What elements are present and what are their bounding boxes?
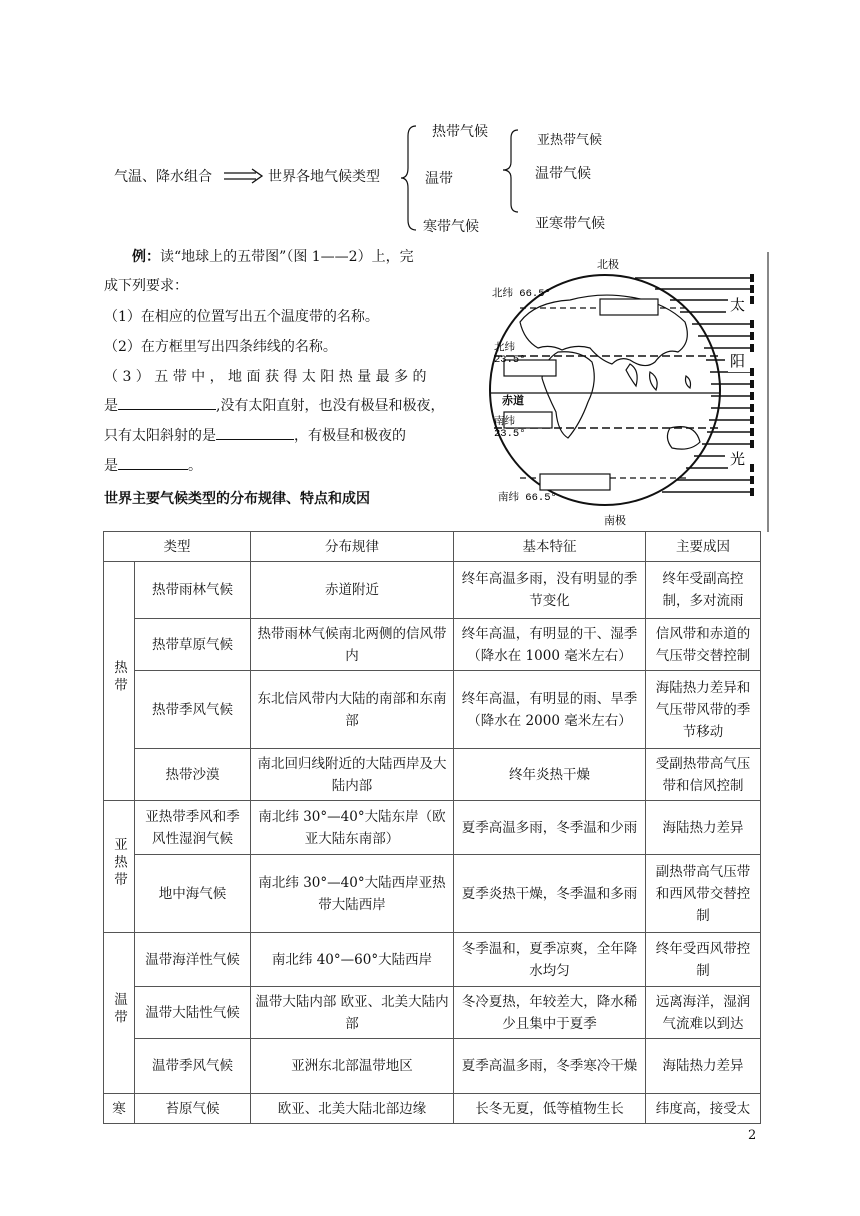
q3-text-f: 。	[188, 458, 202, 474]
sun-label-3: 光	[730, 451, 746, 468]
left-brace-1	[398, 124, 420, 232]
cell-dist: 南北纬 30°—40°大陆东岸（欧亚大陆东南部）	[251, 801, 454, 855]
cell-dist: 南北回归线附近的大陆西岸及大陆内部	[251, 749, 454, 801]
cell-cause: 海陆热力差异和气压带风带的季节移动	[646, 671, 761, 749]
lat-s235-label-a: 南纬	[494, 416, 515, 428]
cell-feat: 冬季温和，夏季凉爽，全年降水均匀	[454, 933, 646, 987]
answer-blank-1[interactable]	[118, 395, 216, 410]
answer-blank-2[interactable]	[216, 425, 294, 440]
cell-type: 温带海洋性气候	[135, 933, 251, 987]
cell-cause: 海陆热力差异	[646, 801, 761, 855]
cell-type: 热带沙漠	[135, 749, 251, 801]
cell-cause: 终年受西风带控制	[646, 933, 761, 987]
example-prompt	[104, 242, 454, 273]
lat-n235-label-a: 北纬	[494, 342, 515, 354]
table-row	[104, 1094, 761, 1124]
climate-table	[103, 531, 761, 1124]
cell-cause: 信风带和赤道的气压带交替控制	[646, 619, 761, 671]
flow-sub-temperate: 温带气候	[535, 166, 591, 182]
example-prompt-line2: 成下列要求：	[104, 278, 188, 294]
table-row	[104, 671, 761, 749]
cell-dist: 亚洲东北部温带地区	[251, 1039, 454, 1094]
example-prefix: 例：	[132, 249, 160, 265]
cell-dist: 欧亚、北美大陆北部边缘	[251, 1094, 454, 1124]
cell-feat: 终年高温，有明显的干、湿季（降水在 1000 毫米左右）	[454, 619, 646, 671]
flow-sub-subarctic: 亚寒带气候	[535, 216, 605, 232]
page-number: 2	[748, 1128, 757, 1143]
cell-cause: 海陆热力差异	[646, 1039, 761, 1094]
zone-temperate: 温带	[104, 933, 135, 1094]
flow-target: 世界各地气候类型	[268, 169, 380, 185]
table-row	[104, 619, 761, 671]
table-row	[104, 933, 761, 987]
zone-subtropical: 亚热带	[104, 801, 135, 933]
header-features: 基本特征	[454, 532, 646, 562]
cell-feat: 夏季高温多雨，冬季温和少雨	[454, 801, 646, 855]
cell-dist: 东北信风带内大陆的南部和东南部	[251, 671, 454, 749]
flow-type-cold: 寒带气候	[423, 219, 479, 235]
q3-text-c: 只有太阳斜射的是	[104, 428, 216, 444]
q3-text-b: ,没有太阳直射，也没有极昼和极夜，	[216, 398, 445, 414]
cell-feat: 终年炎热干燥	[454, 749, 646, 801]
cell-type: 亚热带季风和季风性湿润气候	[135, 801, 251, 855]
cell-feat: 长冬无夏，低等植物生长	[454, 1094, 646, 1124]
cell-feat: 终年高温多雨，没有明显的季节变化	[454, 562, 646, 619]
cell-cause: 受副热带高气压带和信风控制	[646, 749, 761, 801]
cell-dist: 热带雨林气候南北两侧的信风带内	[251, 619, 454, 671]
cell-type: 温带季风气候	[135, 1039, 251, 1094]
cell-type: 热带季风气候	[135, 671, 251, 749]
table-row	[104, 855, 761, 933]
flow-source: 气温、降水组合	[114, 169, 212, 185]
cell-dist: 赤道附近	[251, 562, 454, 619]
q3-text-e: 是	[104, 458, 118, 474]
flow-type-tropical: 热带气候	[432, 124, 488, 140]
cell-dist: 南北纬 40°—60°大陆西岸	[251, 933, 454, 987]
example-prompt-line1: 读“地球上的五带图”（图 1——2）上，完	[160, 249, 414, 265]
zone-box-north-frigid	[600, 299, 658, 315]
table-row	[104, 801, 761, 855]
cell-feat: 终年高温，有明显的雨、旱季（降水在 2000 毫米左右）	[454, 671, 646, 749]
cell-cause: 远离海洋，湿润气流难以到达	[646, 987, 761, 1039]
cell-dist: 南北纬 30°—40°大陆西岸亚热带大陆西岸	[251, 855, 454, 933]
zone-box-south-temperate	[540, 474, 610, 490]
flow-sub-subtropical: 亚热带气候	[537, 133, 603, 148]
cell-dist: 温带大陆内部 欧亚、北美大陆内部	[251, 987, 454, 1039]
flow-type-temperate: 温带	[425, 171, 453, 187]
table-row	[104, 987, 761, 1039]
answer-blank-3[interactable]	[118, 455, 188, 470]
lat-n665-label: 北纬 66.5°	[492, 288, 551, 300]
cell-feat: 夏季高温多雨，冬季寒冷干燥	[454, 1039, 646, 1094]
zone-cold: 寒	[104, 1094, 135, 1124]
cell-type: 温带大陆性气候	[135, 987, 251, 1039]
question-3-line2	[104, 391, 454, 422]
sun-label-2: 阳	[730, 353, 746, 370]
cell-type: 地中海气候	[135, 855, 251, 933]
cell-feat: 夏季炎热干燥，冬季温和多雨	[454, 855, 646, 933]
lat-s235-label-b: 23.5°	[494, 428, 526, 440]
table-row	[104, 562, 761, 619]
sun-ray-tips	[750, 274, 754, 496]
question-3-line3	[104, 421, 454, 452]
south-pole-label: 南极	[604, 515, 626, 527]
header-distribution: 分布规律	[251, 532, 454, 562]
left-brace-2	[500, 128, 522, 214]
double-arrow-icon	[222, 168, 264, 184]
table-row	[104, 749, 761, 801]
cell-type: 热带草原气候	[135, 619, 251, 671]
sun-label-1: 太	[730, 297, 746, 314]
q3-text-a: 是	[104, 398, 118, 414]
cell-type: 苔原气候	[135, 1094, 251, 1124]
q3-text-d: ，有极昼和极夜的	[294, 428, 406, 444]
equator-label: 赤道	[502, 395, 524, 407]
cell-cause: 纬度高，接受太	[646, 1094, 761, 1124]
cell-cause: 副热带高气压带和西风带交替控制	[646, 855, 761, 933]
north-pole-label: 北极	[597, 259, 619, 271]
table-header-row	[104, 532, 761, 562]
cell-type: 热带雨林气候	[135, 562, 251, 619]
question-2: （2）在方框里写出四条纬线的名称。	[104, 339, 337, 355]
question-1: （1）在相应的位置写出五个温度带的名称。	[104, 309, 379, 325]
header-type: 类型	[104, 532, 251, 562]
section-title: 世界主要气候类型的分布规律、特点和成因	[104, 491, 370, 507]
question-3-line4	[104, 451, 454, 482]
cell-cause: 终年受副高控制，多对流雨	[646, 562, 761, 619]
lat-s665-label: 南纬 66.5°	[498, 492, 557, 504]
lat-n235-label-b: 23.5°	[494, 354, 526, 366]
zone-tropical: 热带	[104, 562, 135, 801]
table-row	[104, 1039, 761, 1094]
header-causes: 主要成因	[646, 532, 761, 562]
five-zones-globe-figure	[480, 252, 770, 532]
question-3-line1: （ 3 ） 五 带 中 ， 地 面 获 得 太 阳 热 量 最 多 的	[104, 369, 427, 385]
cell-feat: 冬冷夏热，年较差大，降水稀少且集中于夏季	[454, 987, 646, 1039]
